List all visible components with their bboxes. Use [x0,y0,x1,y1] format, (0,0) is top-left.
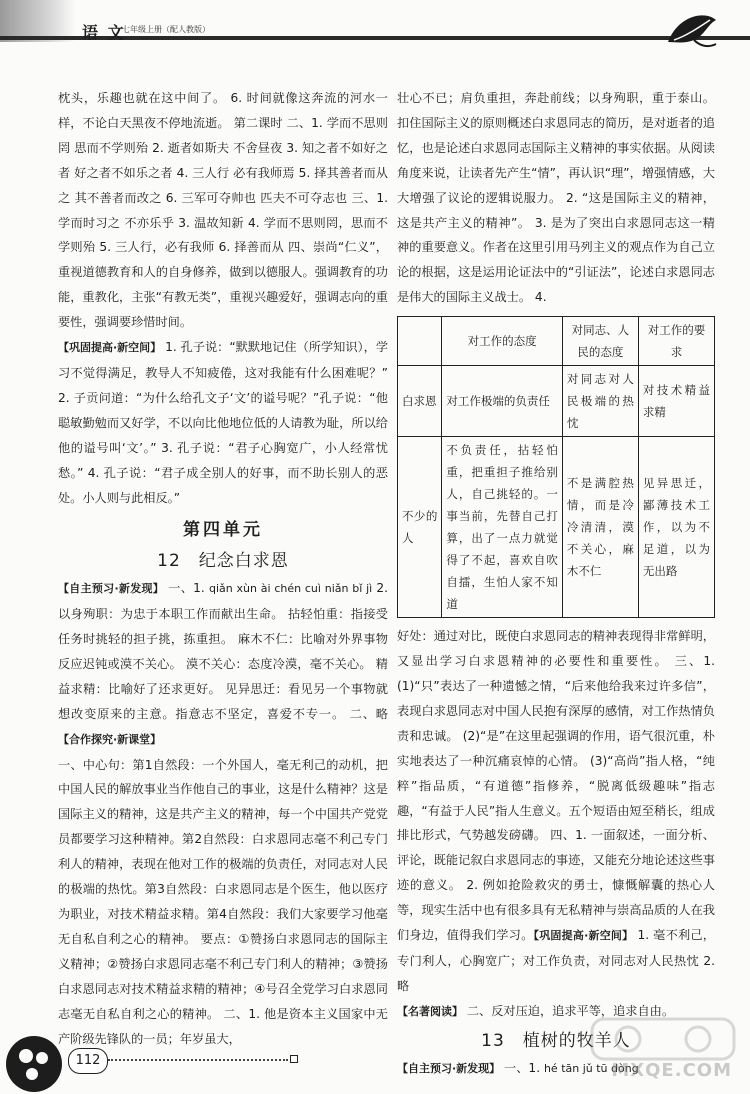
table-cell: 不负责任，拈轻怕重，把重担子推给别人，自己挑轻的。一事当前，先替自己打算，出了一点力就觉得了不起，喜欢自吹自擂，生怕人家不知道 [442,437,562,618]
table-row [398,366,715,437]
right-column [397,86,715,1081]
table-header-cell: 对工作的要求 [638,317,714,366]
answer-text: 1. 孔子说：“默默地记住（所学知识），学习不觉得满足，教导人不知疲倦，这对我能有什么困难呢？” 2. 子贡问道：“为什么给孔文子‘文’的谥号呢？”孔子说：“他聪敏勤勉而又好学，不以向比他地位低的人请教为耻，所以给他的谥号叫‘文’。” 3. 孔子说：“君子心胸宽广，小人经常忧愁。” 4. 孔子说：“君子成全别人的好事，而不助长别人的恶处。小人则与此相反。” [58,340,389,505]
answer-text: 1. 毫不利己，专门利人，心胸宽广；对工作负责，对同志对人民热忱 2. 略 [397,928,715,993]
section-tag: 【巩固提高·新空间】 [533,929,634,943]
left-column [58,86,388,1051]
flower-logo-icon [2,1030,72,1094]
table-cell: 对工作极端的负责任 [442,366,562,437]
table-row [398,437,715,618]
pinyin-text: hé tān jǔ tū dòng [543,1061,639,1075]
answer-text: 一、1. [500,1060,544,1075]
watermark-url: MXQE.COM [611,1060,732,1081]
lesson-title: 13 植树的牧羊人 [481,1030,631,1051]
page-number: 112 [68,1048,108,1074]
answer-paragraph [58,576,388,752]
section-tag: 【自主预习·新发现】 [397,1061,501,1075]
page-header [0,0,750,62]
unit-title: 第四单元 [183,520,263,541]
table-cell: 不少的人 [398,437,442,618]
table-header-cell: 对同志、人民的态度 [562,317,638,366]
table-header-row [398,317,715,366]
table-header-cell: 对工作的态度 [442,317,562,366]
table-cell: 白求恩 [398,366,442,437]
footer-dotted-line [108,1059,288,1061]
answer-text: 好处：通过对比，既使白求恩同志的精神表现得非常鲜明，又显出学习白求恩精神的必要性和重要性。 三、1. (1)“只”表达了一种遗憾之情，“后来他给我来过许多信”，表现白求恩同志对中国人民抱有深厚的感情，对工作热情负责和忠诚。 (2)“是”在这里起强调的作用，语气很沉重，朴实地表达了一种沉痛哀悼的心情。 (3)“高尚”指人格，“纯粹”指品质，“有道德”指修养，“脱离低级趣味”指志趣，“有益于人民”指人生意义。五个短语由短至稍长，组成排比形式，气势越发磅礴。 四、1. 一面叙述，一面分析、评论，既能记叙白求恩同志的事迹，又能充分地论述这些事迹的意义。 2. 例如抢险救灾的勇士，慷慨解囊的热心人等，现实生活中也有很多具有无私精神与崇高品质的人在我们身边，值得我们学习。 [397,629,715,943]
subject-subtitle: 七年级上册（配人教版） [122,25,210,34]
table-header-cell [398,317,442,366]
table-cell: 不是满腔热情，而是冷冷清清，漠不关心，麻木不仁 [562,437,638,618]
answer-text: 二、反对压迫，追求平等，追求自由。 [463,1003,675,1018]
section-tag: 【名著阅读】 [397,1004,463,1018]
leaf-logo-icon [664,6,720,54]
answer-paragraph: 壮心不已；肩负重担，奔赴前线；以身殉职，重于泰山。 扣住国际主义的原则概述白求恩同志的简历，是对逝者的追忆，也是论述白求恩同志国际主义精神的事实依据。从阅读角度来说，让读者先产生“情”，再认识“理”，增强情感，大大增强了议论的逻辑说服力。 2. “这是国际主义的精神，这是共产主义的精神”。 3. 是为了突出白求恩同志这一精神的重要意义。作者在这里引用马列主义的观点作为自己立论的根据，这是运用论证法中的“引证法”，论述白求恩同志是伟大的国际主义战士。 4. [397,91,715,305]
section-tag: 【巩固提高·新空间】 [58,341,162,355]
footer-square-icon [290,1055,298,1063]
comparison-table [397,316,715,618]
subject-title: 语 文 [82,23,126,42]
section-tag: 【合作探究·新课堂】 [58,732,162,746]
lesson-title: 12 纪念白求恩 [157,551,289,572]
answer-text: 一、1. [164,581,209,596]
answer-paragraph [397,624,715,999]
section-tag: 【自主预习·新发现】 [58,582,165,596]
table-cell: 对技术精益求精 [638,366,714,437]
pinyin-text: qiǎn xùn ài chén cuì niǎn bǐ jì [208,582,373,596]
answer-text: 2. 以身殉职：为忠于本职工作而献出生命。 拈轻怕重：指接受任务时挑轻的担子挑，拣重担。 麻木不仁：比喻对外界事物反应迟钝或漠不关心。 漠不关心：态度冷漠，毫不关心。 精益求精：比喻好了还求更好。 见异思迁：看见另一个事物就想改变原来的主意。指意志不坚定，喜爱不专一。 二、略 [58,581,388,721]
answer-paragraph: 一、中心句：第1自然段：一个外国人，毫无利己的动机，把中国人民的解放事业当作他自己的事业，这是什么精神？这是国际主义的精神，这是共产主义的精神，每一个中国共产党党员都要学习这种精神。第2自然段：白求恩同志毫不利己专门利人的精神，表现在他对工作的极端的负责任，对同志对人民的极端的热忱。第3自然段：白求恩同志是个医生，他以医疗为职业，对技术精益求精。第4自然段：我们大家要学习他毫无自私自利之心的精神。 要点：①赞扬白求恩同志的国际主义精神；②赞扬白求恩同志毫不利己专门利人的精神；③赞扬白求恩同志对技术精益求精的精神；④号召全党学习白求恩同志毫无自私自利之心的精神。 二、1. 他是资本主义国家中无产阶级先锋队的一员；年岁虽大， [58,757,388,1046]
answer-paragraph: 枕头，乐趣也就在这中间了。 6. 时间就像这奔流的河水一样，不论白天黑夜不停地流逝。 第二课时 二、1. 学而不思则罔 思而不学则殆 2. 逝者如斯夫 不舍昼夜 3. 知之者不如好之者 好之者不如乐之者 4. 三人行 必有我师焉 5. 择其善者而从之 其不善者而改之 6. 三军可夺帅也 匹夫不可夺志也 三、1. 学而时习之 不亦乐乎 3. 温故知新 4. 学而不思则罔，思而不学则殆 5. 三人行，必有我师 6. 择善而从 四、崇尚“仁义”，重视道德教育和人的自身修养，做到以德服人。强调教育的功能，重教化，主张“有教无类”，重视兴趣爱好，强调志向的重要性，强调要珍惜时间。 [58,91,388,330]
answer-paragraph [58,335,388,510]
table-cell: 见异思迁，鄙薄技术工作，以为不足道，以为无出路 [638,437,714,618]
table-cell: 对同志对人民极端的热忱 [562,366,638,437]
